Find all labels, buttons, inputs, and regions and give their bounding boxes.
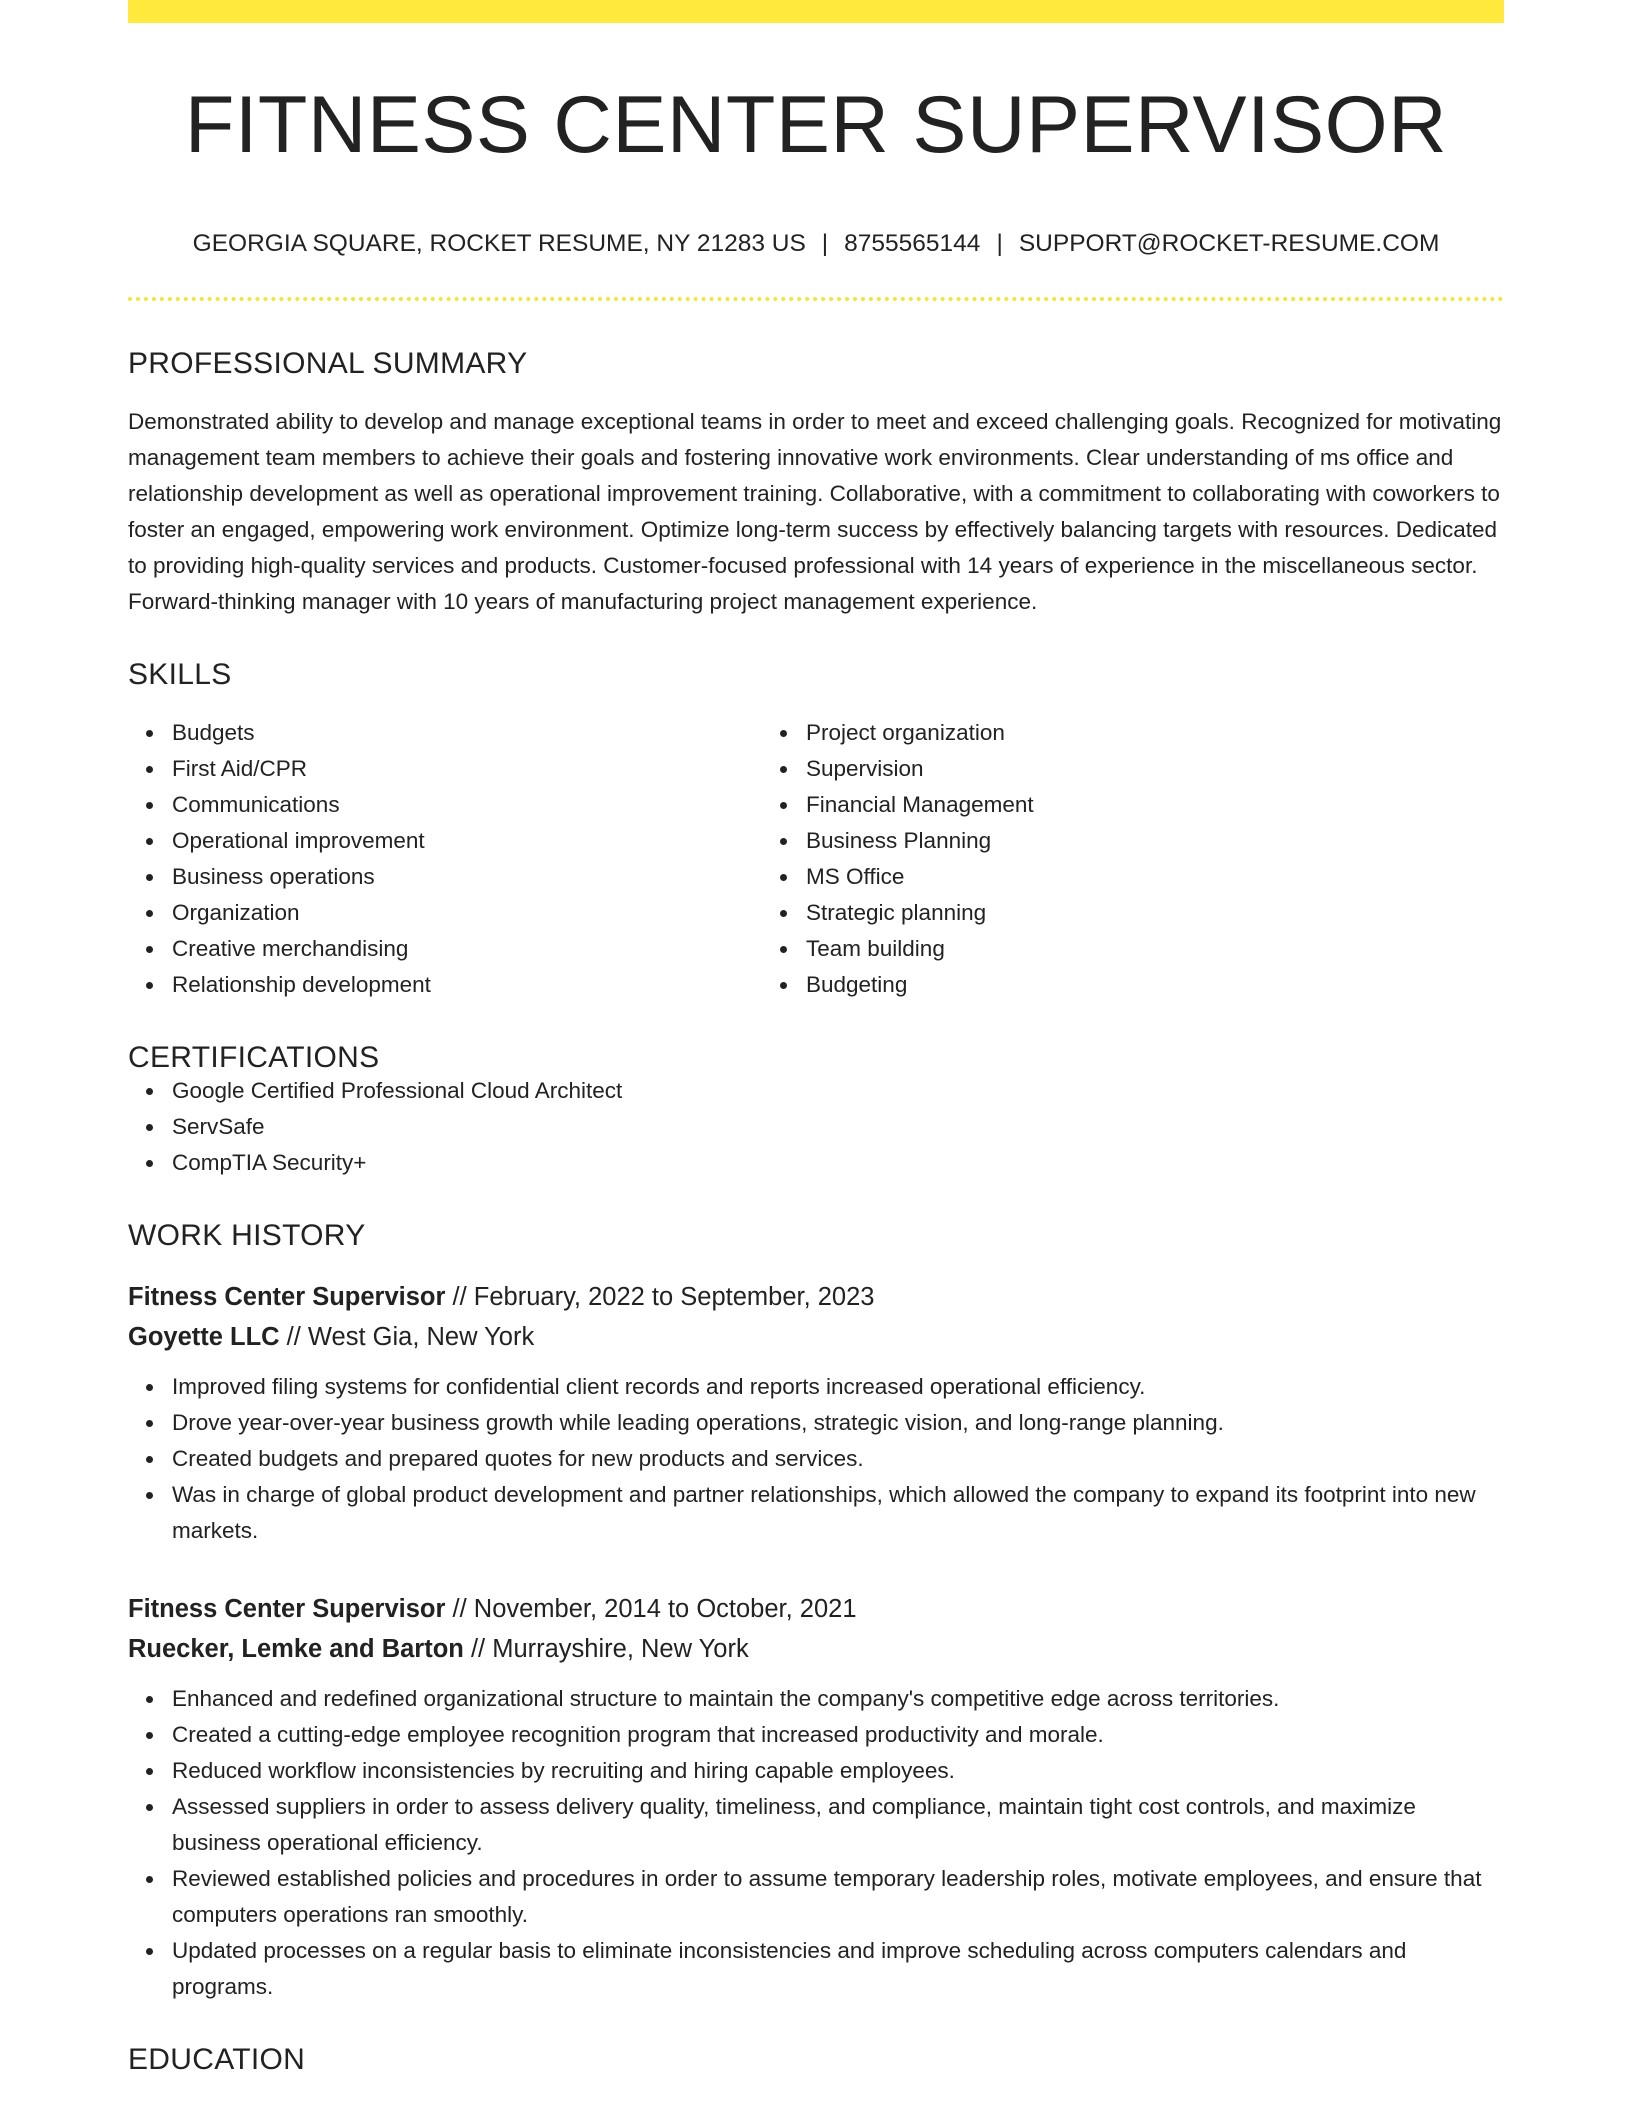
skill-item: Project organization	[806, 715, 1362, 751]
job-dates: // February, 2022 to September, 2023	[445, 1282, 875, 1311]
certification-item: ServSafe	[172, 1109, 1504, 1145]
resume-page	[128, 0, 1504, 2075]
job-entry	[128, 1277, 1504, 1549]
section-title-work-history: WORK HISTORY	[128, 1218, 366, 1252]
job-role-line	[128, 1589, 1504, 1629]
skill-item: Creative merchandising	[172, 931, 762, 967]
contact-phone: 8755565144	[844, 230, 981, 257]
certifications-list	[128, 1073, 1504, 1181]
skills-columns	[128, 715, 1504, 1003]
job-dates: // November, 2014 to October, 2021	[445, 1594, 857, 1623]
job-location: // West Gia, New York	[279, 1322, 535, 1351]
job-company-line	[128, 1317, 1504, 1357]
contact-separator: |	[821, 230, 829, 257]
job-bullet: Created budgets and prepared quotes for new products and services.	[172, 1441, 1504, 1477]
job-company: Ruecker, Lemke and Barton	[128, 1634, 464, 1663]
skill-item: MS Office	[806, 859, 1362, 895]
job-location: // Murrayshire, New York	[463, 1634, 749, 1663]
contact-email: SUPPORT@ROCKET-RESUME.COM	[1018, 230, 1440, 257]
section-title-education: EDUCATION	[128, 2042, 306, 2076]
candidate-title: FITNESS CENTER SUPERVISOR	[184, 80, 1448, 170]
dotted-divider	[128, 297, 1504, 301]
job-bullet: Assessed suppliers in order to assess delivery quality, timeliness, and compliance, maintain tight cost controls, and maximize business operational efficiency.	[172, 1789, 1504, 1861]
skills-list-right	[762, 715, 1362, 1003]
summary-paragraph: Demonstrated ability to develop and manage exceptional teams in order to meet and exceed challenging goals. Recognized for motivating management team members to achieve their goals and fostering innovative work environments. Clear understanding of ms office and relationship development as well as operational improvement training. Collaborative, with a commitment to collaborating with coworkers to foster an engaged, empowering work environment. Optimize long-term success by effectively balancing targets with resources. Dedicated to providing high-quality services and products. Customer-focused professional with 14 years of experience in the miscellaneous sector. Forward-thinking manager with 10 years of manufacturing project management experience.	[128, 408, 1502, 614]
job-bullet: Enhanced and redefined organizational structure to maintain the company's competitive edge across territories.	[172, 1681, 1504, 1717]
section-title-certifications: CERTIFICATIONS	[128, 1040, 380, 1074]
skill-item: Financial Management	[806, 787, 1362, 823]
skill-item: Business operations	[172, 859, 762, 895]
job-entry	[128, 1589, 1504, 2005]
skill-item: Relationship development	[172, 967, 762, 1003]
contact-address: GEORGIA SQUARE, ROCKET RESUME, NY 21283 US	[192, 230, 806, 257]
job-bullet: Reviewed established policies and procedures in order to assume temporary leadership roles, motivate employees, and ensure that computers operations ran smoothly.	[172, 1861, 1504, 1933]
contact-line	[128, 232, 1504, 257]
job-bullets	[128, 1369, 1504, 1549]
contact-separator: |	[996, 230, 1003, 257]
job-bullet: Reduced workflow inconsistencies by recruiting and hiring capable employees.	[172, 1753, 1504, 1789]
job-company: Goyette LLC	[128, 1322, 280, 1351]
job-bullet: Was in charge of global product development and partner relationships, which allowed the company to expand its footprint into new markets.	[172, 1477, 1504, 1549]
skill-item: Strategic planning	[806, 895, 1362, 931]
job-bullets	[128, 1681, 1504, 2005]
skill-item: First Aid/CPR	[172, 751, 762, 787]
skill-item: Budgets	[172, 715, 762, 751]
certification-item: Google Certified Professional Cloud Architect	[172, 1073, 1504, 1109]
job-role-line	[128, 1277, 1504, 1317]
accent-bar	[128, 0, 1504, 23]
skills-column-left	[128, 715, 762, 1003]
skills-list-left	[128, 715, 762, 1003]
job-company-line	[128, 1629, 1504, 1669]
job-bullet: Improved filing systems for confidential client records and reports increased operational efficiency.	[172, 1369, 1504, 1405]
skill-item: Team building	[806, 931, 1362, 967]
section-title-summary: PROFESSIONAL SUMMARY	[128, 346, 528, 380]
skill-item: Organization	[172, 895, 762, 931]
job-bullet: Created a cutting-edge employee recognition program that increased productivity and morale.	[172, 1717, 1504, 1753]
skill-item: Communications	[172, 787, 762, 823]
job-bullet: Updated processes on a regular basis to eliminate inconsistencies and improve scheduling across computers calendars and programs.	[172, 1933, 1504, 2005]
skill-item: Budgeting	[806, 967, 1362, 1003]
job-role: Fitness Center Supervisor	[128, 1282, 446, 1311]
skills-column-right	[762, 715, 1362, 1003]
skill-item: Supervision	[806, 751, 1362, 787]
skill-item: Operational improvement	[172, 823, 762, 859]
certification-item: CompTIA Security+	[172, 1145, 1504, 1181]
job-bullet: Drove year-over-year business growth while leading operations, strategic vision, and long-range planning.	[172, 1405, 1504, 1441]
job-role: Fitness Center Supervisor	[128, 1594, 446, 1623]
skill-item: Business Planning	[806, 823, 1362, 859]
section-title-skills: SKILLS	[128, 657, 232, 691]
